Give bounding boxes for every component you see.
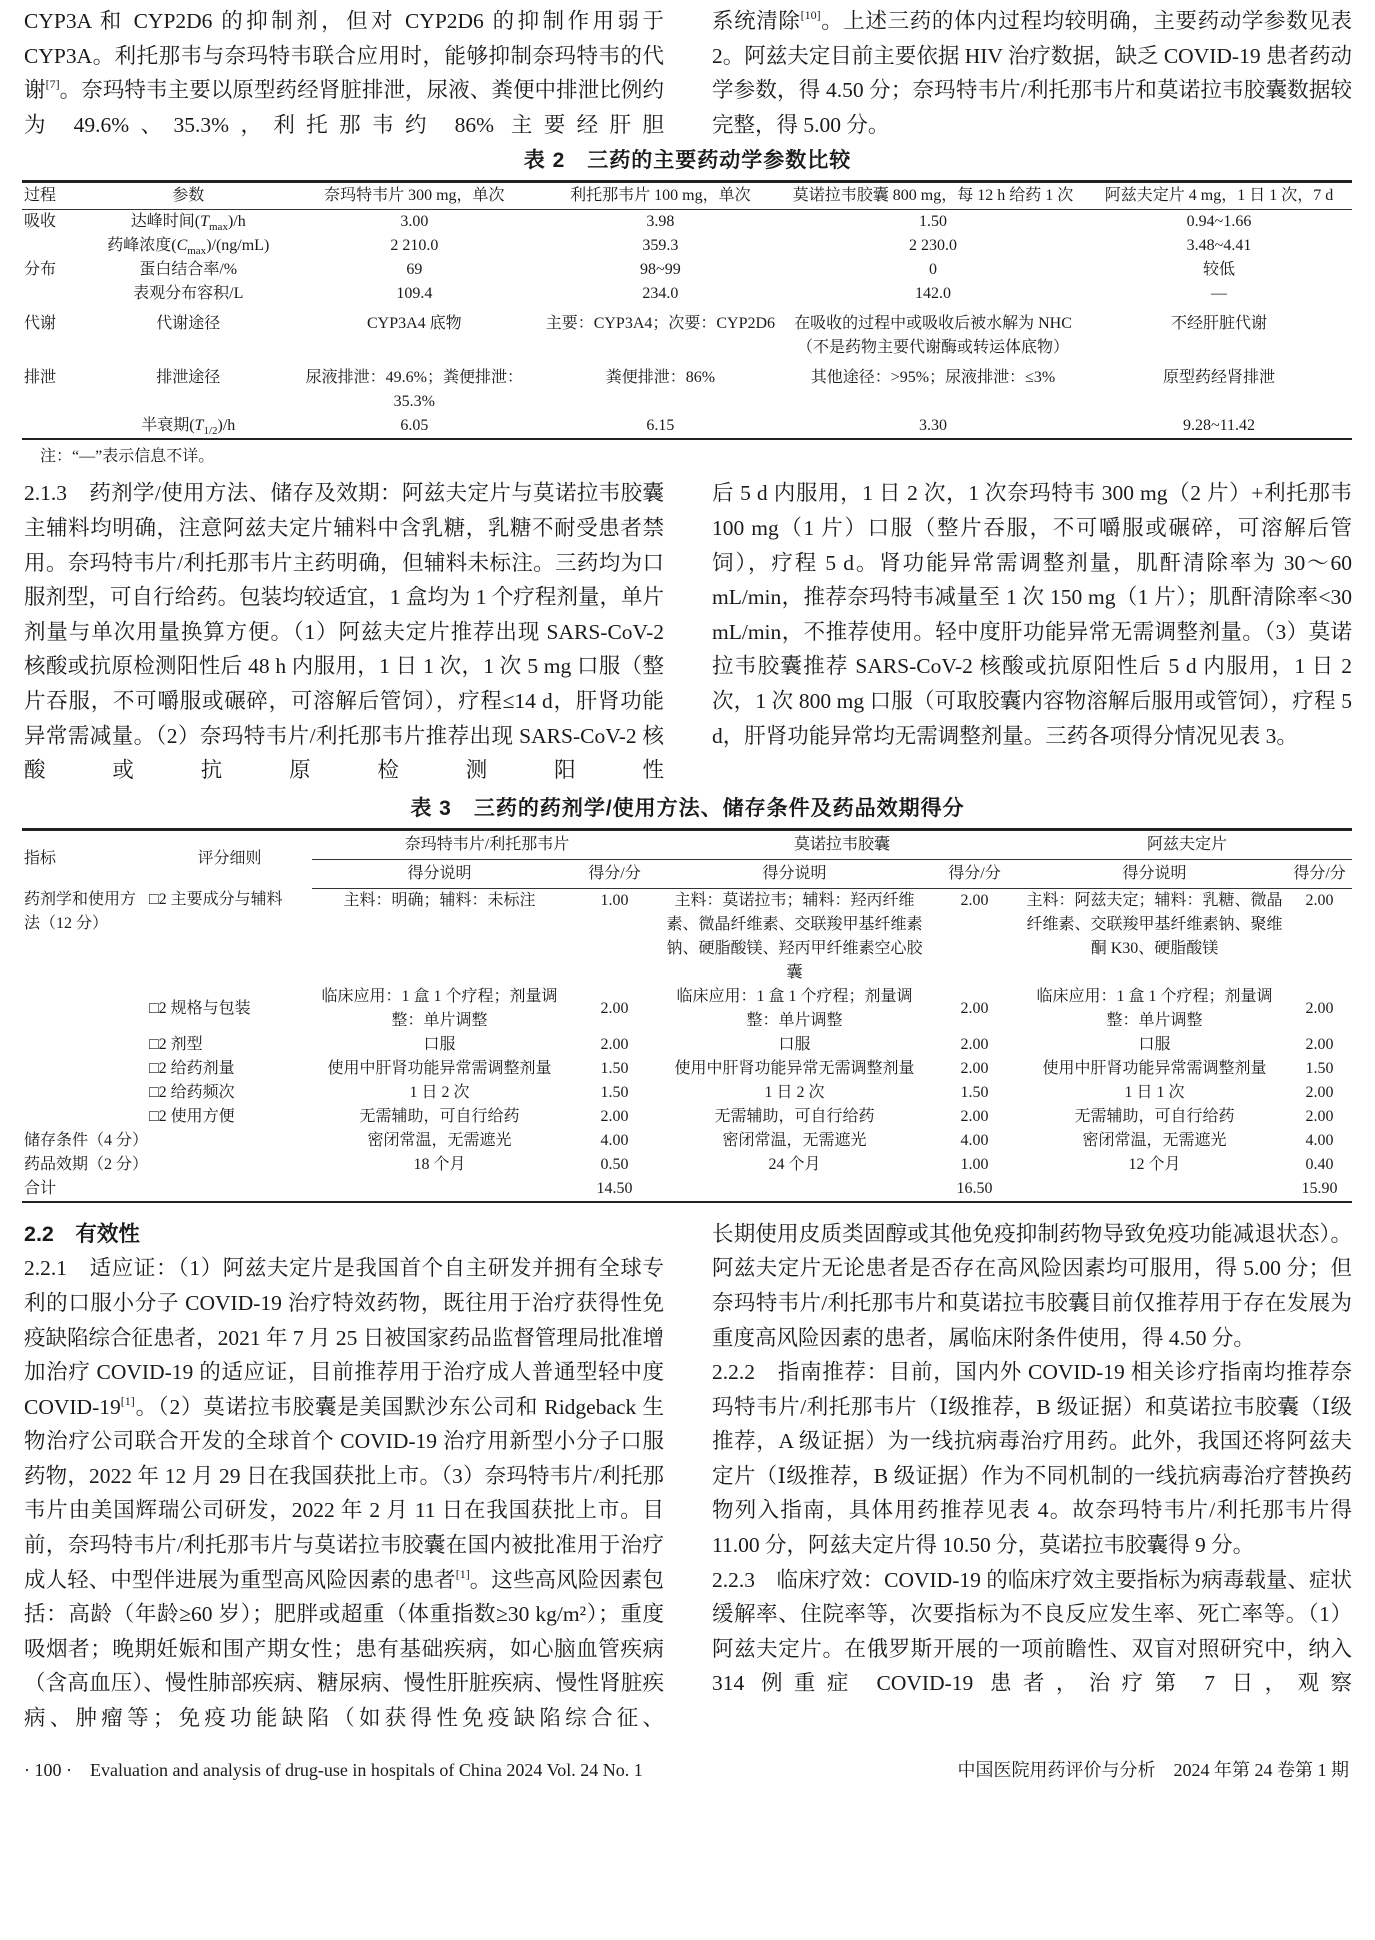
value-cell: 9.28~11.42 xyxy=(1182,417,1256,435)
desc-header: 得分说明 xyxy=(312,859,567,888)
paragraph xyxy=(24,1251,664,1735)
table2-header-cell: 奈玛特韦片 300 mg，单次 xyxy=(288,182,541,210)
paragraph-text: 2.2 有效性 xyxy=(24,1221,140,1246)
indicator-cell xyxy=(22,985,147,1033)
mid-left-column xyxy=(24,476,664,787)
table3-row xyxy=(22,1105,1352,1129)
table2-header-cell: 利托那韦片 100 mg，单次 xyxy=(541,182,780,210)
paragraph xyxy=(712,1563,1352,1701)
score-cell: 0.40 xyxy=(1305,1155,1334,1173)
score-cell: 2.00 xyxy=(1305,999,1334,1017)
score-desc-cell: 1 日 1 次 xyxy=(1124,1083,1185,1101)
paragraph-text: CYP3A 和 CYP2D6 的抑制剂，但对 CYP2D6 的抑制作用弱于 CYP3A。利托那韦与奈玛特韦联合应用时，能够抑制奈玛特韦的代谢 xyxy=(24,9,664,103)
paragraph-text: 系统清除 xyxy=(712,9,801,33)
score-desc-cell: 无需辅助，可自行给药 xyxy=(714,1107,875,1125)
score-cell: 4.00 xyxy=(600,1131,629,1149)
value-cell: 不经肝脏代谢 xyxy=(1170,315,1267,333)
param-cell xyxy=(89,210,289,235)
score-cell: 2.00 xyxy=(1305,891,1334,909)
param-subscript: max xyxy=(209,221,228,234)
score-desc-cell: 主料：莫诺拉韦；辅料：羟丙纤维素、微晶纤维素、交联羧甲基纤维素钠、硬脂酸镁、羟丙甲纤维素空心胶囊 xyxy=(666,891,923,981)
value-cell: CYP3A4 底物 xyxy=(367,315,462,333)
value-cell: — xyxy=(1210,285,1227,303)
criterion-cell xyxy=(147,1177,312,1202)
indicator-cell: 储存条件（4 分） xyxy=(24,1131,149,1149)
value-cell: 其他途径：>95%；尿液排泄：≤3% xyxy=(810,369,1056,387)
param-text: )/h xyxy=(217,417,236,435)
param-text: 蛋白结合率/% xyxy=(139,261,238,279)
process-cell: 吸收 xyxy=(24,213,57,231)
table2-row xyxy=(22,306,1352,360)
score-cell: 2.00 xyxy=(1305,1107,1334,1125)
value-cell: 6.15 xyxy=(646,417,675,435)
value-cell: 109.4 xyxy=(396,285,433,303)
param-symbol: T xyxy=(194,417,204,435)
value-cell: 主要：CYP3A4；次要：CYP2D6 xyxy=(545,315,776,333)
top-section xyxy=(0,4,1375,142)
footer-journal-en: · 100 · Evaluation and analysis of drug-use in hospitals of China 2024 Vol. 24 No. 1 xyxy=(24,1759,643,1780)
param-cell xyxy=(89,360,289,414)
param-cell xyxy=(89,258,289,282)
value-cell: 0 xyxy=(929,261,938,279)
param-text: 半衰期( xyxy=(141,417,195,435)
value-cell: 粪便排泄：86% xyxy=(605,369,716,387)
table2-row xyxy=(22,282,1352,306)
indicator-cell: 药品效期（2 分） xyxy=(24,1155,149,1173)
citation-ref: [7] xyxy=(45,77,60,92)
param-text: 达峰时间( xyxy=(130,213,201,231)
value-cell: 较低 xyxy=(1202,261,1235,279)
table2-header-cell: 参数 xyxy=(89,182,289,210)
score-cell: 2.00 xyxy=(960,1059,989,1077)
score-desc-cell xyxy=(1022,1177,1287,1202)
table2-title: 表 2 三药的主要药动学参数比较 xyxy=(523,149,852,173)
table2-row xyxy=(22,234,1352,258)
score-cell: 15.90 xyxy=(1301,1179,1338,1197)
footer xyxy=(0,1758,1375,1792)
criterion-cell: □2 使用方便 xyxy=(149,1107,235,1125)
mid-right-column xyxy=(712,476,1352,753)
score-desc-cell: 临床应用：1 盒 1 个疗程；剂量调整：单片调整 xyxy=(321,987,558,1029)
bottom-right-column xyxy=(712,1217,1352,1701)
citation-ref: [1] xyxy=(455,1566,470,1581)
value-cell: 142.0 xyxy=(915,285,952,303)
indicator-cell: 合计 xyxy=(24,1179,57,1197)
score-desc-cell: 密闭常温，无需遮光 xyxy=(722,1131,867,1149)
desc-header: 得分说明 xyxy=(1022,859,1287,888)
table3-title: 表 3 三药的药剂学/使用方法、储存条件及药品效期得分 xyxy=(410,796,965,820)
score-desc-cell: 临床应用：1 盒 1 个疗程；剂量调整：单片调整 xyxy=(676,987,913,1029)
criterion-cell: □2 剂型 xyxy=(149,1035,203,1053)
param-text: )/(ng/mL) xyxy=(206,237,270,255)
process-cell xyxy=(22,414,89,439)
param-text: 代谢途径 xyxy=(156,315,221,333)
param-subscript: max xyxy=(187,245,207,258)
param-text: 药峰浓度( xyxy=(107,237,177,255)
criterion-cell: □2 给药频次 xyxy=(149,1083,235,1101)
drug-group-header: 阿兹夫定片 xyxy=(1022,829,1352,859)
table2-note: 注：“—”表示信息不详。 xyxy=(40,448,215,466)
paragraph-text: 后 5 d 内服用，1 日 2 次，1 次奈玛特韦 300 mg（2 片）+利托那韦 100 mg（1 片）口服（整片吞服，不可嚼服或碾碎，可溶解后管饲），疗程 5 d。肾功能异常需调整剂量，肌酐清除率为 30～60 mL/min，推荐奈玛特韦减量至 1 次 150 mg（1 片）；肌酐清除率<30 mL/min，不推荐使用。轻中度肝功能异常无需调整剂量。（3）莫诺拉韦胶囊推荐 SARS-CoV-2 核酸或抗原阳性后 5 d 内服用，1 日 2 次，1 次 800 mg 口服（可取胶囊内容物溶解后服用或管饲），疗程 5 d，肝肾功能异常均无需调整剂量。三药各项得分情况见表 3。 xyxy=(712,481,1352,748)
table3-row xyxy=(22,985,1352,1033)
score-cell: 2.00 xyxy=(1305,1035,1334,1053)
process-cell: 代谢 xyxy=(24,315,57,333)
score-cell: 2.00 xyxy=(960,891,989,909)
value-cell: 2 230.0 xyxy=(909,237,958,255)
drug-group-header: 奈玛特韦片/利托那韦片 xyxy=(312,829,662,859)
score-desc-cell: 口服 xyxy=(423,1035,456,1053)
paragraph xyxy=(712,476,1352,753)
score-desc-cell: 无需辅助，可自行给药 xyxy=(359,1107,520,1125)
score-desc-cell: 主料：明确；辅料：未标注 xyxy=(343,891,536,909)
indicator-cell xyxy=(22,1105,147,1129)
value-cell: 359.3 xyxy=(642,237,679,255)
score-cell: 1.00 xyxy=(600,891,629,909)
score-desc-cell: 使用中肝肾功能异常无需调整剂量 xyxy=(674,1059,915,1077)
paragraph-text: 。奈玛特韦主要以原型药经肾脏排泄，尿液、粪便中排泄比例约为 49.6%、35.3%，利托那韦约 86% 主要经肝胆 xyxy=(24,78,664,137)
table3-scores xyxy=(22,828,1352,1203)
score-cell: 2.00 xyxy=(1305,1083,1334,1101)
table2-header-cell: 过程 xyxy=(22,182,89,210)
score-desc-cell xyxy=(312,1177,567,1202)
table2-header-cell: 阿兹夫定片 4 mg，1 日 1 次，7 d xyxy=(1086,182,1352,210)
score-desc-cell: 使用中肝肾功能异常需调整剂量 xyxy=(327,1059,552,1077)
citation-ref: [1] xyxy=(120,1393,135,1408)
score-cell: 4.00 xyxy=(960,1131,989,1149)
value-cell: 234.0 xyxy=(642,285,679,303)
score-desc-cell: 1 日 2 次 xyxy=(764,1083,825,1101)
score-cell: 1.00 xyxy=(960,1155,989,1173)
bottom-section xyxy=(0,1217,1375,1736)
table2-pharmacokinetics xyxy=(22,180,1352,440)
score-desc-cell: 24 个月 xyxy=(768,1155,821,1173)
process-cell: 分布 xyxy=(24,261,57,279)
indicator-cell xyxy=(22,1033,147,1057)
indicator-cell: 药剂学和使用方法（12 分） xyxy=(24,891,137,933)
table3-row xyxy=(22,1153,1352,1177)
value-cell: 3.98 xyxy=(646,213,675,231)
drug-group-header: 莫诺拉韦胶囊 xyxy=(662,829,1022,859)
score-desc-cell: 12 个月 xyxy=(1128,1155,1181,1173)
score-cell: 1.50 xyxy=(1305,1059,1334,1077)
score-cell: 2.00 xyxy=(960,999,989,1017)
process-cell xyxy=(22,282,89,306)
score-desc-cell: 18 个月 xyxy=(413,1155,466,1173)
value-cell: 0.94~1.66 xyxy=(1186,213,1252,231)
table2-row xyxy=(22,360,1352,414)
param-cell xyxy=(89,414,289,439)
param-text: )/h xyxy=(227,213,246,231)
value-cell: 原型药经肾排泄 xyxy=(1162,369,1275,387)
paragraph-text: 2.2.3 临床疗效：COVID-19 的临床疗效主要指标为病毒载量、症状缓解率、住院率等，次要指标为不良反应发生率、死亡率等。（1）阿兹夫定片。在俄罗斯开展的一项前瞻性、双盲对照研究中，纳入 314 例重症 COVID-19 患者，治疗第 7 日，观察 xyxy=(712,1567,1352,1696)
value-cell: 2 210.0 xyxy=(390,237,439,255)
value-cell: 在吸收的过程中或吸收后被水解为 NHC（不是药物主要代谢酶或转运体底物） xyxy=(794,315,1072,357)
score-desc-cell: 临床应用：1 盒 1 个疗程；剂量调整：单片调整 xyxy=(1036,987,1273,1029)
score-desc-cell: 口服 xyxy=(778,1035,811,1053)
score-cell: 0.50 xyxy=(600,1155,629,1173)
score-cell: 1.50 xyxy=(600,1059,629,1077)
table3-row xyxy=(22,1177,1352,1202)
table2-header-cell: 莫诺拉韦胶囊 800 mg，每 12 h 给药 1 次 xyxy=(780,182,1086,210)
citation-ref: [10] xyxy=(800,8,821,22)
param-symbol: T xyxy=(200,213,209,231)
table3-row xyxy=(22,888,1352,985)
process-cell xyxy=(22,234,89,258)
header-indicator: 指标 xyxy=(24,850,57,868)
footer-journal-cn: 中国医院用药评价与分析 2024 年第 24 卷第 1 期 xyxy=(957,1759,1349,1780)
score-cell: 2.00 xyxy=(600,1107,629,1125)
table2-row xyxy=(22,414,1352,439)
paragraph xyxy=(712,1217,1352,1355)
paragraph-text: 2.1.3 药剂学/使用方法、储存及效期：阿兹夫定片与莫诺拉韦胶囊主辅料均明确，注意阿兹夫定片辅料中含乳糖，乳糖不耐受患者禁用。奈玛特韦片/利托那韦片主药明确，但辅料未标注。三药均为口服剂型，可自行给药。包装均较适宜，1 盒均为 1 个疗程剂量，单片剂量与单次用量换算方便。（1）阿兹夫定片推荐出现 SARS-CoV-2 核酸或抗原检测阳性后 48 h 内服用，1 日 1 次，1 次 5 mg 口服（整片吞服，不可嚼服或碾碎，可溶解后管饲），疗程≤14 d，肝肾功能异常需减量。（2）奈玛特韦片/利托那韦片推荐出现 SARS-CoV-2 核酸或抗原检测阳性 xyxy=(24,481,664,783)
value-cell: 尿液排泄：49.6%；粪便排泄：35.3% xyxy=(305,369,524,411)
table2-row xyxy=(22,210,1352,235)
score-cell: 14.50 xyxy=(596,1179,633,1197)
score-header: 得分/分 xyxy=(567,859,662,888)
score-header: 得分/分 xyxy=(927,859,1022,888)
top-left-column xyxy=(24,4,664,142)
table2-row xyxy=(22,258,1352,282)
param-text: 排泄途径 xyxy=(156,369,221,387)
score-cell: 16.50 xyxy=(956,1179,993,1197)
top-right-column xyxy=(712,4,1352,142)
paragraph-text: 2.2.2 指南推荐：目前，国内外 COVID-19 相关诊疗指南均推荐奈玛特韦片/利托那韦片（Ⅰ级推荐，B 级证据）和莫诺拉韦胶囊（Ⅰ级推荐，A 级证据）为一线抗病毒治疗用药。此外，我国还将阿兹夫定片（Ⅰ级推荐，B 级证据）作为不同机制的一线抗病毒治疗替换药物列入指南，具体用药推荐见表 4。故奈玛特韦片/利托那韦片得 11.00 分，阿兹夫定片得 10.50 分，莫诺拉韦胶囊得 9 分。 xyxy=(712,1360,1352,1558)
value-cell: 3.00 xyxy=(400,213,429,231)
table3-row xyxy=(22,1033,1352,1057)
score-desc-cell xyxy=(662,1177,927,1202)
paragraph-text: 。（2）莫诺拉韦胶囊是美国默沙东公司和 Ridgeback 生物治疗公司联合开发的全球首个 COVID-19 治疗用新型小分子口服药物，2022 年 12 月 29 日在我国获批上市。（3）奈玛特韦片/利托那韦片由美国辉瑞公司研发，2022 年 2 月 11 日在我国获批上市。目前，奈玛特韦片/利托那韦片与莫诺拉韦胶囊在国内被批准用于治疗成人轻、中型伴进展为重型高风险因素的患者 xyxy=(24,1394,664,1592)
score-cell: 1.50 xyxy=(600,1083,629,1101)
score-desc-cell: 密闭常温，无需遮光 xyxy=(1082,1131,1227,1149)
mid-section xyxy=(0,476,1375,787)
value-cell: 3.48~4.41 xyxy=(1186,237,1252,255)
paragraph-text: 2.2.1 适应证：（1）阿兹夫定片是我国首个自主研发并拥有全球专利的口服小分子 COVID-19 治疗特效药物，既往用于治疗获得性免疫缺陷综合征患者，2021 年 7 月 25 日被国家药品监督管理局批准增加治疗 COVID-19 的适应证，目前推荐用于治疗成人普通型轻中度 COVID-19 xyxy=(24,1256,664,1419)
process-cell: 排泄 xyxy=(24,369,57,387)
criterion-cell: □2 给药剂量 xyxy=(149,1059,235,1077)
criterion-cell xyxy=(147,1153,312,1177)
param-subscript: 1/2 xyxy=(203,425,218,438)
indicator-cell xyxy=(22,1081,147,1105)
section-heading xyxy=(24,1217,664,1252)
param-symbol: C xyxy=(176,237,188,255)
indicator-cell xyxy=(22,1057,147,1081)
score-cell: 2.00 xyxy=(600,999,629,1017)
criterion-cell xyxy=(147,1129,312,1153)
desc-header: 得分说明 xyxy=(662,859,927,888)
value-cell: 98~99 xyxy=(640,261,681,279)
table3-row xyxy=(22,1129,1352,1153)
bottom-left-column xyxy=(24,1217,664,1736)
score-desc-cell: 主料：阿兹夫定；辅料：乳糖、微晶纤维素、交联羧甲基纤维素钠、聚维酮 K30、硬脂酸镁 xyxy=(1026,891,1283,957)
score-desc-cell: 密闭常温，无需遮光 xyxy=(367,1131,512,1149)
table3-row xyxy=(22,1081,1352,1105)
score-desc-cell: 1 日 2 次 xyxy=(409,1083,470,1101)
criterion-cell: □2 主要成分与辅料 xyxy=(149,891,283,909)
header-criterion: 评分细则 xyxy=(197,850,262,868)
score-cell: 1.50 xyxy=(960,1083,989,1101)
param-cell xyxy=(89,306,289,360)
value-cell: 69 xyxy=(406,261,423,279)
paragraph-text: 长期使用皮质类固醇或其他免疫抑制药物导致免疫功能减退状态）。阿兹夫定片无论患者是否存在高风险因素均可服用，得 5.00 分；但奈玛特韦片/利托那韦片和莫诺拉韦胶囊目前仅推荐用于存在发展为重度高风险因素的患者，属临床附条件使用，得 4.50 分。 xyxy=(712,1221,1352,1350)
score-desc-cell: 使用中肝肾功能异常需调整剂量 xyxy=(1042,1059,1267,1077)
value-cell: 1.50 xyxy=(919,213,948,231)
param-text: 表观分布容积/L xyxy=(133,285,244,303)
score-cell: 2.00 xyxy=(960,1107,989,1125)
paragraph xyxy=(24,4,664,142)
param-cell xyxy=(89,282,289,306)
score-cell: 4.00 xyxy=(1305,1131,1334,1149)
paragraph xyxy=(24,476,664,787)
paragraph-text: 。上述三药的体内过程均较明确，主要药动学参数见表 2。阿兹夫定目前主要依据 HIV 治疗数据，缺乏 COVID-19 患者药动学参数，得 4.50 分；奈玛特韦片/利托那韦片和莫诺拉韦胶囊数据较完整，得 5.00 分。 xyxy=(712,9,1352,137)
paragraph xyxy=(712,4,1352,142)
criterion-cell: □2 规格与包装 xyxy=(149,999,251,1017)
score-header: 得分/分 xyxy=(1287,859,1352,888)
param-cell xyxy=(89,234,289,258)
paragraph-text: 。这些高风险因素包括：高龄（年龄≥60 岁）；肥胖或超重（体重指数≥30 kg/m²）；重度吸烟者；晚期妊娠和围产期女性；患有基础疾病，如心脑血管疾病（含高血压）、慢性肺部疾病、糖尿病、慢性肝脏疾病、慢性肾脏疾病、肿瘤等；免疫功能缺陷（如获得性免疫缺陷综合征、 xyxy=(24,1567,664,1731)
paragraph xyxy=(712,1355,1352,1563)
score-desc-cell: 口服 xyxy=(1138,1035,1171,1053)
value-cell: 3.30 xyxy=(919,417,948,435)
score-desc-cell: 无需辅助，可自行给药 xyxy=(1074,1107,1235,1125)
table3-row xyxy=(22,1057,1352,1081)
score-cell: 2.00 xyxy=(960,1035,989,1053)
score-cell: 2.00 xyxy=(600,1035,629,1053)
value-cell: 6.05 xyxy=(400,417,429,435)
